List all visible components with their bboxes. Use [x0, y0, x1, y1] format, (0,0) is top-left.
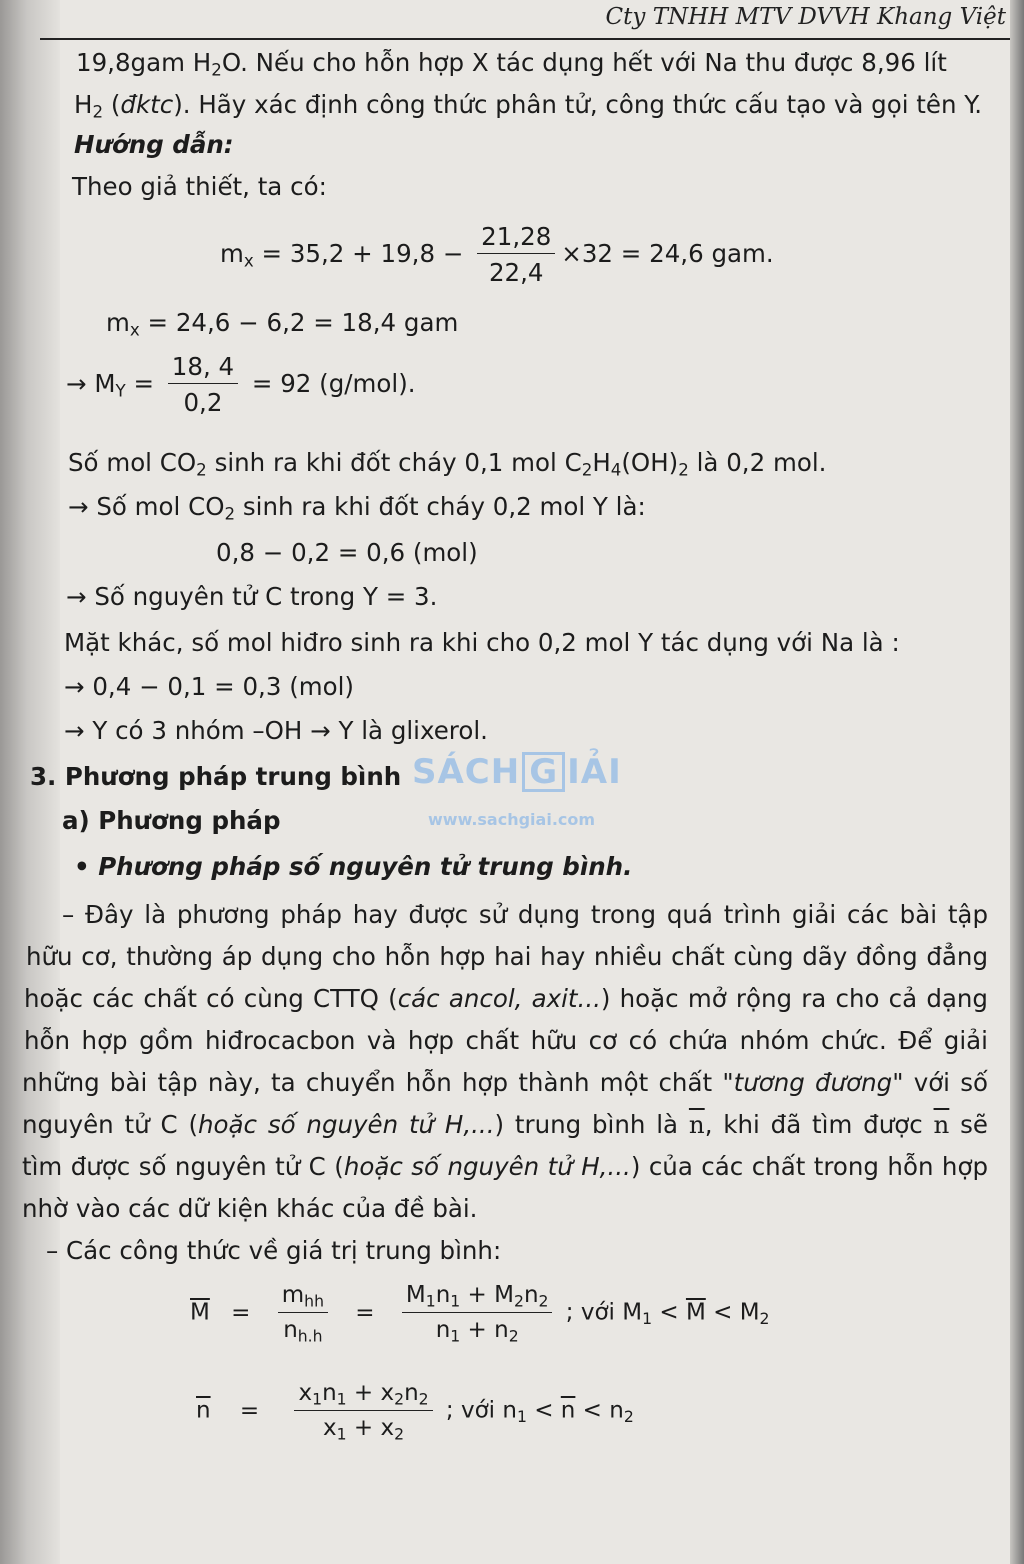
intro-line-2: $H_2$ (đktc). Hãy xác định công thức phân tử, công thức cấu tạo và gọi tên Y. [74, 90, 983, 122]
line-carbon-count: → Số nguyên tử C trong Y = 3. [66, 582, 438, 611]
formula-mean-atom-count: $\overline{n}$ = $\frac{x_1n_1 + x_2n_2}{x_1 + x_2}$ ; với $n_1 < \overline{n} < n_2$ [196, 1380, 634, 1443]
watermark-logo: SÁCH G IẢI [412, 752, 622, 792]
section-title: 3. Phương pháp trung bình [30, 762, 402, 791]
guide-heading: Hướng dẫn: [74, 130, 234, 159]
paragraph-line-4: hỗn hợp gồm hiđrocacbon và hợp chất hữu cơ có chứa nhóm chức. Để giải [24, 1026, 988, 1055]
line-calc-co2: 0,8 − 0,2 = 0,6 (mol) [216, 538, 478, 567]
equation-mx: $m_x = 24,6 - 6,2 = 18,4$ gam [106, 308, 459, 340]
line-glycerol: → Y có 3 nhóm –OH → Y là glixerol. [64, 716, 488, 745]
equation-mx-total: $m_x = 35,2 + 19,8$ − $\frac{21,28}{22,4}$ ×32 = 24,6 gam. [220, 222, 774, 288]
paragraph-line-1: – Đây là phương pháp hay được sử dụng trong quá trình giải các bài tập [62, 900, 988, 929]
line-hydrogen: Mặt khác, số mol hiđro sinh ra khi cho 0,2 mol Y tác dụng với Na là : [64, 628, 900, 657]
guide-line-1: Theo giả thiết, ta có: [72, 172, 327, 201]
arrow-icon: → [66, 368, 87, 398]
paragraph-line-2: hữu cơ, thường áp dụng cho hỗn hợp hai hay nhiều chất cùng dãy đồng đẳng [26, 942, 988, 971]
subsection-title: a) Phương pháp [62, 806, 281, 835]
watermark-url: www.sachgiai.com [428, 810, 596, 829]
fraction-weighted-atom-count: $\frac{x_1n_1 + x_2n_2}{x_1 + x_2}$ [294, 1380, 432, 1442]
fraction-18-4-over-0-2: $\frac{18, 4}{0,2}$ [168, 352, 238, 418]
fraction-weighted-molar-mass: $\frac{M_1n_1 + M_2n_2}{n_1 + n_2}$ [402, 1282, 553, 1344]
formula-mean-molar-mass: $\overline{M}$ = $\frac{m_{hh}}{n_{h.h}}$ = $\frac{M_1n_1 + M_2n_2}{n_1 + n_2}$ ; với $M_1 < \overline{M} < M_2$ [190, 1282, 770, 1345]
header-rule [40, 38, 1010, 40]
equation-my: → $M_Y$ = $\frac{18, 4}{0,2}$ = 92 (g/mol). [66, 352, 416, 418]
line-co2-ethylene-glycol: Số mol $CO_2$ sinh ra khi đốt cháy 0,1 mol $C_2H_4(OH)_2$ là 0,2 mol. [68, 448, 827, 480]
paragraph-line-3: hoặc các chất có cùng CTTQ (các ancol, axit...) hoặc mở rộng ra cho cả dạng [24, 984, 988, 1013]
paragraph-line-6: nguyên tử C (hoặc số nguyên tử H,...) trung bình là $\overline{n}$, khi đã tìm được $\overline{n}$ sẽ [22, 1110, 988, 1139]
paragraph-line-8: nhờ vào các dữ kiện khác của đề bài. [22, 1194, 478, 1223]
intro-line-1: 19,8gam $H_2O$. Nếu cho hỗn hợp X tác dụng hết với Na thu được 8,96 lít [76, 48, 947, 80]
page-shadow-right [1010, 0, 1024, 1564]
fraction-21-28-over-22-4: $\frac{21,28}{22,4}$ [477, 222, 555, 288]
fraction-mhh-over-nhh: $\frac{m_{hh}}{n_{h.h}}$ [278, 1282, 328, 1344]
line-co2-y: → Số mol $CO_2$ sinh ra khi đốt cháy 0,2 mol Y là: [68, 492, 646, 524]
running-header: Cty TNHH MTV DVVH Khang Việt [605, 4, 1006, 30]
paragraph-line-9: – Các công thức về giá trị trung bình: [46, 1236, 502, 1265]
bullet-method: • Phương pháp số nguyên tử trung bình. [74, 852, 633, 881]
line-hydrogen-calc: → 0,4 − 0,1 = 0,3 (mol) [64, 672, 354, 701]
paragraph-line-5: những bài tập này, ta chuyển hỗn hợp thành một chất "tương đương" với số [22, 1068, 988, 1097]
paragraph-line-7: tìm được số nguyên tử C (hoặc số nguyên tử H,...) của các chất trong hỗn hợp [22, 1152, 989, 1181]
